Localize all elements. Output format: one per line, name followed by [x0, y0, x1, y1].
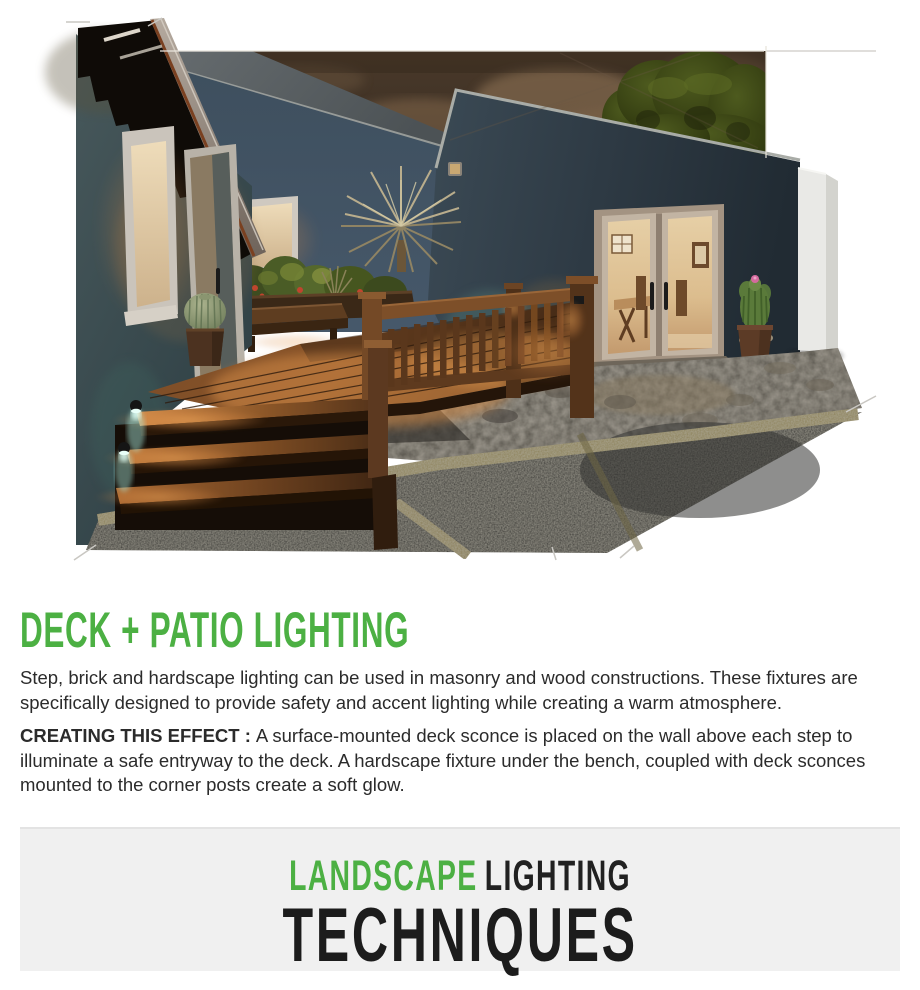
potted-cactus — [737, 275, 773, 362]
effect-description: A surface-mounted deck sconce is placed on the wall above each step to illuminate a safe entryway to the deck. A hardscape fixture under the bench, coupled with deck sconces mounted to the corner posts create a soft glow. — [20, 725, 866, 795]
series-footer — [20, 827, 900, 978]
article-section — [20, 598, 902, 798]
page-title-text: DECK + PATIO LIGHTING — [20, 602, 410, 658]
series-title: TECHNIQUES — [282, 893, 638, 978]
barrel-cactus — [184, 293, 226, 366]
effect-label: CREATING THIS EFFECT : — [20, 725, 251, 746]
series-name — [201, 852, 719, 900]
door-handle — [664, 282, 668, 310]
page-title — [20, 602, 902, 658]
door-handle — [650, 282, 654, 310]
series-name-accent: LANDSCAPE — [289, 852, 478, 900]
gable-vent — [449, 163, 461, 175]
effect-paragraph — [20, 724, 902, 798]
intro-paragraph: Step, brick and hardscape lighting can be used in masonry and wood constructions. These fixtures are specifically designed to provide safety and accent lighting while creating a warm atmosphere. — [20, 667, 858, 713]
series-name-rest: LIGHTING — [484, 852, 631, 900]
door-handle — [216, 268, 220, 294]
newel-post — [368, 344, 388, 478]
